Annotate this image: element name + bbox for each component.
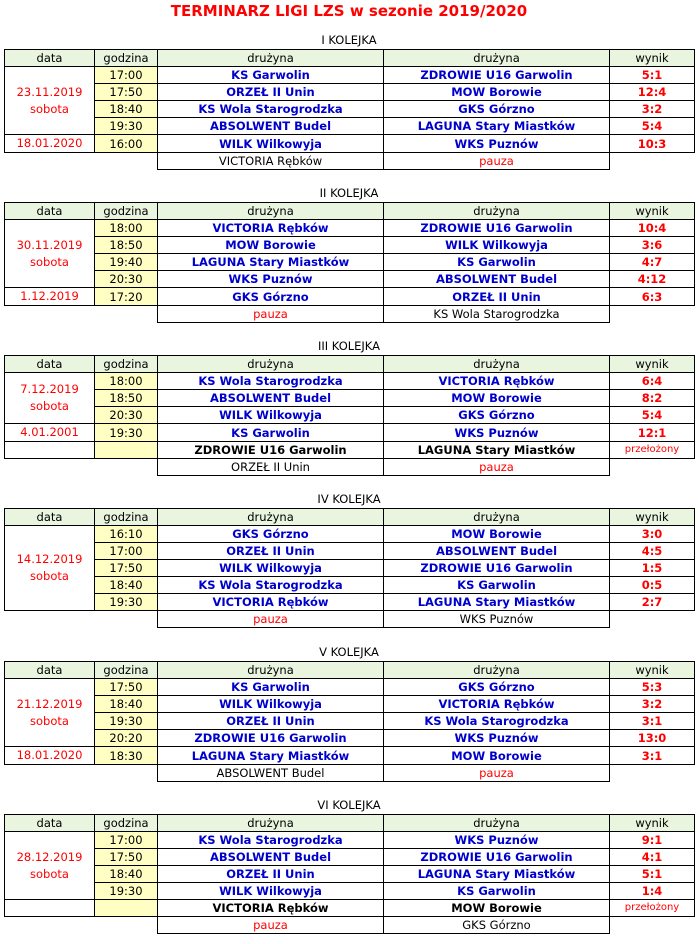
match-row — [5, 866, 695, 883]
match-time: 18:00 — [95, 220, 158, 237]
match-row — [5, 526, 695, 543]
date-value: 4.01.2001 — [20, 425, 79, 439]
pause-row — [5, 306, 695, 323]
home-team: GKS Górzno — [158, 288, 384, 306]
date-value: 28.12.2019 — [16, 849, 83, 864]
blank-cell — [5, 765, 95, 782]
column-header-result: wynik — [610, 662, 695, 679]
round-title: I KOLEJKA — [321, 33, 377, 47]
home-team: WILK Wilkowyja — [158, 883, 384, 900]
match-row — [5, 560, 695, 577]
column-header-date: data — [5, 815, 95, 832]
schedule-table — [4, 355, 695, 476]
round-title: II KOLEJKA — [319, 186, 379, 200]
match-row — [5, 101, 695, 118]
match-result: 10:4 — [610, 220, 695, 237]
match-result: 12:1 — [610, 424, 695, 442]
away-team: LAGUNA Stary Miastków — [384, 118, 610, 135]
match-row — [5, 730, 695, 747]
match-row — [5, 118, 695, 135]
match-result: 5:3 — [610, 679, 695, 696]
postponed-note: przełożony — [610, 442, 695, 459]
match-date — [5, 288, 95, 306]
day-label: sobota — [30, 399, 69, 413]
match-time: 18:40 — [95, 866, 158, 883]
match-time: 18:40 — [95, 577, 158, 594]
match-row — [5, 679, 695, 696]
day-label: sobota — [30, 254, 69, 269]
blank-cell — [610, 765, 695, 782]
round-block — [4, 797, 694, 934]
schedule-table — [4, 49, 695, 170]
match-row — [5, 424, 695, 442]
away-team: GKS Górzno — [384, 101, 610, 118]
match-time: 17:00 — [95, 67, 158, 84]
column-header-team2: drużyna — [384, 509, 610, 526]
round-block — [4, 644, 694, 782]
away-team: VICTORIA Rębków — [384, 696, 610, 713]
blank-cell — [610, 611, 695, 628]
pause-right: GKS Górzno — [384, 917, 610, 934]
away-team: VICTORIA Rębków — [384, 373, 610, 390]
date-value: 30.11.2019 — [16, 237, 83, 252]
away-team: GKS Górzno — [384, 407, 610, 424]
column-header-team1: drużyna — [158, 50, 384, 67]
match-result: 8:2 — [610, 390, 695, 407]
away-team: ORZEŁ II Unin — [384, 288, 610, 306]
away-team: LAGUNA Stary Miastków — [384, 594, 610, 611]
blank-cell — [610, 459, 695, 476]
column-header-date: data — [5, 203, 95, 220]
match-time: 18:40 — [95, 101, 158, 118]
blank-cell — [95, 917, 158, 934]
match-result: 6:4 — [610, 373, 695, 390]
column-header-result: wynik — [610, 509, 695, 526]
pause-row — [5, 765, 695, 782]
home-team: VICTORIA Rębków — [158, 900, 384, 917]
home-team: WILK Wilkowyja — [158, 407, 384, 424]
pause-right: pauza — [384, 765, 610, 782]
match-row — [5, 577, 695, 594]
match-row — [5, 220, 695, 237]
match-row — [5, 713, 695, 730]
match-date — [5, 526, 95, 611]
match-time: 18:40 — [95, 696, 158, 713]
away-team: LAGUNA Stary Miastków — [384, 866, 610, 883]
match-time: 18:30 — [95, 747, 158, 765]
match-time: 17:20 — [95, 288, 158, 306]
column-header-time: godzina — [95, 203, 158, 220]
pause-row — [5, 459, 695, 476]
home-team: ABSOLWENT Budel — [158, 390, 384, 407]
pause-row — [5, 917, 695, 934]
column-header-team2: drużyna — [384, 50, 610, 67]
home-team: KS Garwolin — [158, 67, 384, 84]
match-result: 5:4 — [610, 118, 695, 135]
match-row — [5, 84, 695, 101]
pause-left: ORZEŁ II Unin — [158, 459, 384, 476]
pause-right: WKS Puznów — [384, 611, 610, 628]
match-result: 3:0 — [610, 526, 695, 543]
match-row — [5, 135, 695, 153]
home-team: WILK Wilkowyja — [158, 135, 384, 153]
match-time: 18:00 — [95, 373, 158, 390]
match-row — [5, 594, 695, 611]
home-team: ZDROWIE U16 Garwolin — [158, 730, 384, 747]
home-team: LAGUNA Stary Miastków — [158, 747, 384, 765]
match-time: 16:00 — [95, 135, 158, 153]
blank-cell — [610, 306, 695, 323]
match-result: 13:0 — [610, 730, 695, 747]
pause-row — [5, 153, 695, 170]
home-team: ORZEŁ II Unin — [158, 543, 384, 560]
pause-left: pauza — [158, 306, 384, 323]
table-header-row — [5, 815, 695, 832]
match-time: 17:50 — [95, 560, 158, 577]
away-team: WKS Puznów — [384, 832, 610, 849]
match-result: 4:5 — [610, 543, 695, 560]
column-header-team1: drużyna — [158, 356, 384, 373]
round-block — [4, 32, 694, 170]
away-team: KS Garwolin — [384, 883, 610, 900]
home-team: ZDROWIE U16 Garwolin — [158, 442, 384, 459]
column-header-date: data — [5, 356, 95, 373]
page-title: TERMINARZ LIGI LZS w sezonie 2019/2020 — [170, 2, 528, 20]
column-header-team2: drużyna — [384, 356, 610, 373]
blank-cell — [95, 459, 158, 476]
away-team: WILK Wilkowyja — [384, 237, 610, 254]
away-team: MOW Borowie — [384, 900, 610, 917]
match-result: 0:5 — [610, 577, 695, 594]
match-result: 4:1 — [610, 849, 695, 866]
schedule-table — [4, 202, 695, 323]
match-time: 19:30 — [95, 594, 158, 611]
column-header-time: godzina — [95, 50, 158, 67]
match-date — [5, 67, 95, 135]
pause-left: VICTORIA Rębków — [158, 153, 384, 170]
match-result: 10:3 — [610, 135, 695, 153]
home-team: KS Garwolin — [158, 679, 384, 696]
match-time: 17:50 — [95, 849, 158, 866]
blank-cell — [95, 765, 158, 782]
match-row — [5, 237, 695, 254]
column-header-team1: drużyna — [158, 203, 384, 220]
home-team: VICTORIA Rębków — [158, 220, 384, 237]
column-header-date: data — [5, 50, 95, 67]
date-value: 7.12.2019 — [20, 382, 79, 396]
match-row — [5, 543, 695, 560]
home-team: ABSOLWENT Budel — [158, 118, 384, 135]
column-header-team1: drużyna — [158, 815, 384, 832]
match-row — [5, 747, 695, 765]
match-row — [5, 849, 695, 866]
date-value: 18.01.2020 — [16, 748, 83, 762]
table-header-row — [5, 356, 695, 373]
match-time: 19:30 — [95, 118, 158, 135]
day-label: sobota — [30, 866, 69, 881]
blank-cell — [95, 153, 158, 170]
away-team: ZDROWIE U16 Garwolin — [384, 560, 610, 577]
round-title: V KOLEJKA — [319, 645, 379, 659]
column-header-date: data — [5, 509, 95, 526]
column-header-result: wynik — [610, 50, 695, 67]
away-team: MOW Borowie — [384, 526, 610, 543]
date-value: 14.12.2019 — [16, 552, 83, 566]
date-value: 23.11.2019 — [16, 84, 83, 99]
pause-left: pauza — [158, 917, 384, 934]
column-header-team2: drużyna — [384, 662, 610, 679]
away-team: MOW Borowie — [384, 84, 610, 101]
round-title: VI KOLEJKA — [317, 798, 381, 812]
match-date — [5, 832, 95, 900]
match-row — [5, 390, 695, 407]
table-header-row — [5, 662, 695, 679]
match-time: 18:50 — [95, 390, 158, 407]
match-time: 18:50 — [95, 237, 158, 254]
match-time: 19:30 — [95, 713, 158, 730]
column-header-time: godzina — [95, 356, 158, 373]
match-time: 20:20 — [95, 730, 158, 747]
blank-cell — [95, 611, 158, 628]
blank-cell — [5, 153, 95, 170]
match-row — [5, 254, 695, 271]
column-header-team2: drużyna — [384, 203, 610, 220]
match-result: 5:1 — [610, 866, 695, 883]
match-date — [5, 679, 95, 747]
round-block — [4, 338, 694, 476]
away-team: WKS Puznów — [384, 135, 610, 153]
day-label: sobota — [30, 569, 69, 583]
column-header-time: godzina — [95, 509, 158, 526]
match-result: 5:1 — [610, 67, 695, 84]
date-value: 18.01.2020 — [16, 136, 83, 150]
match-row — [5, 832, 695, 849]
match-date — [5, 135, 95, 153]
home-team: ORZEŁ II Unin — [158, 84, 384, 101]
match-date — [5, 220, 95, 288]
home-team: MOW Borowie — [158, 237, 384, 254]
match-result: 12:4 — [610, 84, 695, 101]
home-team: WILK Wilkowyja — [158, 696, 384, 713]
away-team: ZDROWIE U16 Garwolin — [384, 220, 610, 237]
empty-time-cell — [95, 442, 158, 459]
match-time: 17:50 — [95, 679, 158, 696]
match-result: 1:4 — [610, 883, 695, 900]
home-team: GKS Górzno — [158, 526, 384, 543]
empty-date-cell — [5, 442, 95, 459]
postponed-row — [5, 442, 695, 459]
home-team: WILK Wilkowyja — [158, 560, 384, 577]
match-time: 19:40 — [95, 254, 158, 271]
home-team: KS Wola Starogrodzka — [158, 373, 384, 390]
match-time: 16:10 — [95, 526, 158, 543]
pause-right: pauza — [384, 459, 610, 476]
match-row — [5, 407, 695, 424]
match-result: 2:7 — [610, 594, 695, 611]
match-result: 4:12 — [610, 271, 695, 288]
blank-cell — [5, 917, 95, 934]
pause-left: pauza — [158, 611, 384, 628]
column-header-result: wynik — [610, 203, 695, 220]
away-team: MOW Borowie — [384, 747, 610, 765]
home-team: WKS Puznów — [158, 271, 384, 288]
match-result: 9:1 — [610, 832, 695, 849]
schedule-table — [4, 661, 695, 782]
blank-cell — [610, 153, 695, 170]
match-result: 3:1 — [610, 747, 695, 765]
blank-cell — [610, 917, 695, 934]
match-time: 17:00 — [95, 832, 158, 849]
match-result: 3:1 — [610, 713, 695, 730]
column-header-result: wynik — [610, 356, 695, 373]
home-team: KS Wola Starogrodzka — [158, 577, 384, 594]
table-header-row — [5, 203, 695, 220]
match-result: 3:2 — [610, 101, 695, 118]
home-team: VICTORIA Rębków — [158, 594, 384, 611]
match-time: 19:30 — [95, 883, 158, 900]
away-team: ZDROWIE U16 Garwolin — [384, 849, 610, 866]
match-date — [5, 747, 95, 765]
away-team: ABSOLWENT Budel — [384, 271, 610, 288]
home-team: KS Wola Starogrodzka — [158, 101, 384, 118]
schedule-table — [4, 814, 695, 934]
table-header-row — [5, 50, 695, 67]
column-header-team1: drużyna — [158, 509, 384, 526]
match-result: 3:2 — [610, 696, 695, 713]
column-header-team1: drużyna — [158, 662, 384, 679]
match-time: 19:30 — [95, 424, 158, 442]
away-team: KS Wola Starogrodzka — [384, 713, 610, 730]
away-team: GKS Górzno — [384, 679, 610, 696]
blank-cell — [5, 459, 95, 476]
home-team: LAGUNA Stary Miastków — [158, 254, 384, 271]
round-title: III KOLEJKA — [317, 339, 381, 353]
match-row — [5, 373, 695, 390]
pause-right: pauza — [384, 153, 610, 170]
pause-row — [5, 611, 695, 628]
match-row — [5, 288, 695, 306]
postponed-note: przełożony — [610, 900, 695, 917]
blank-cell — [95, 306, 158, 323]
pause-right: KS Wola Starogrodzka — [384, 306, 610, 323]
match-date — [5, 424, 95, 442]
match-date — [5, 373, 95, 424]
away-team: ABSOLWENT Budel — [384, 543, 610, 560]
away-team: WKS Puznów — [384, 424, 610, 442]
match-row — [5, 696, 695, 713]
blank-cell — [5, 611, 95, 628]
round-title: IV KOLEJKA — [317, 492, 381, 506]
round-block — [4, 491, 694, 628]
column-header-time: godzina — [95, 662, 158, 679]
match-row — [5, 67, 695, 84]
match-result: 3:6 — [610, 237, 695, 254]
home-team: KS Wola Starogrodzka — [158, 832, 384, 849]
postponed-row — [5, 900, 695, 917]
match-result: 1:5 — [610, 560, 695, 577]
away-team: ZDROWIE U16 Garwolin — [384, 67, 610, 84]
match-time: 17:50 — [95, 84, 158, 101]
match-time: 20:30 — [95, 407, 158, 424]
away-team: KS Garwolin — [384, 577, 610, 594]
home-team: ABSOLWENT Budel — [158, 849, 384, 866]
empty-time-cell — [95, 900, 158, 917]
round-block — [4, 185, 694, 323]
home-team: ORZEŁ II Unin — [158, 713, 384, 730]
away-team: KS Garwolin — [384, 254, 610, 271]
match-result: 4:7 — [610, 254, 695, 271]
column-header-date: data — [5, 662, 95, 679]
column-header-team2: drużyna — [384, 815, 610, 832]
match-result: 6:3 — [610, 288, 695, 306]
home-team: KS Garwolin — [158, 424, 384, 442]
date-value: 21.12.2019 — [16, 696, 83, 711]
date-value: 1.12.2019 — [20, 289, 79, 303]
match-time: 20:30 — [95, 271, 158, 288]
home-team: ORZEŁ II Unin — [158, 866, 384, 883]
away-team: MOW Borowie — [384, 390, 610, 407]
match-row — [5, 883, 695, 900]
schedule-table — [4, 508, 695, 628]
day-label: sobota — [30, 101, 69, 116]
match-time: 17:00 — [95, 543, 158, 560]
empty-date-cell — [5, 900, 95, 917]
blank-cell — [5, 306, 95, 323]
table-header-row — [5, 509, 695, 526]
day-label: sobota — [30, 713, 69, 728]
column-header-time: godzina — [95, 815, 158, 832]
away-team: LAGUNA Stary Miastków — [384, 442, 610, 459]
pause-left: ABSOLWENT Budel — [158, 765, 384, 782]
column-header-result: wynik — [610, 815, 695, 832]
match-result: 5:4 — [610, 407, 695, 424]
away-team: WKS Puznów — [384, 730, 610, 747]
match-row — [5, 271, 695, 288]
